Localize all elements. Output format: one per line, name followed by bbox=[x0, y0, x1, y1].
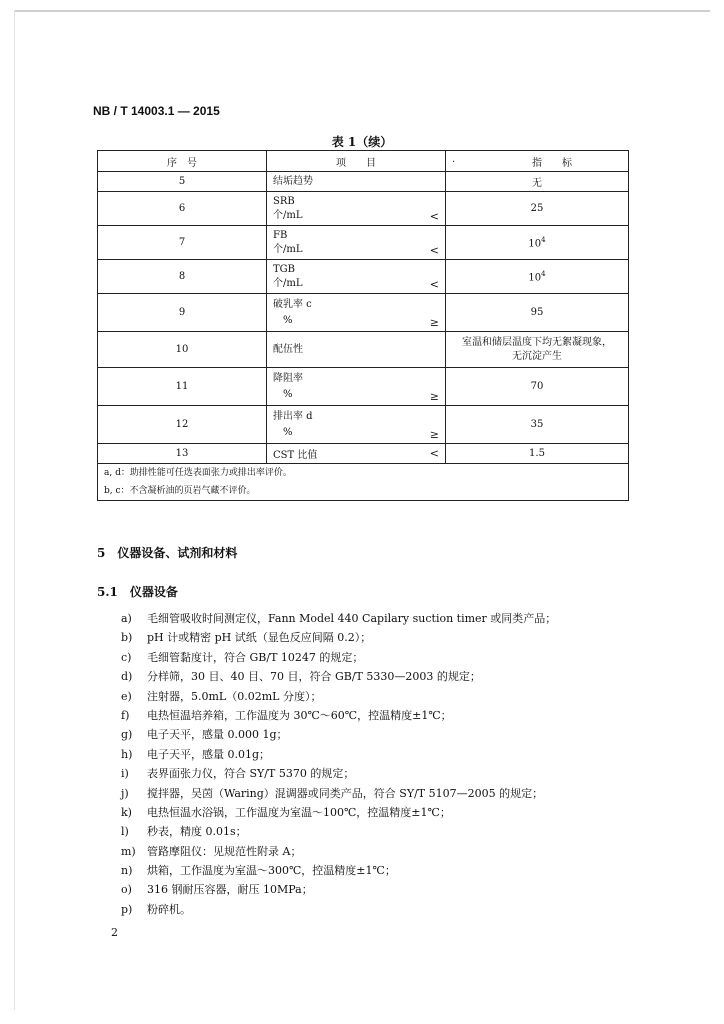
row-item bbox=[267, 368, 446, 406]
row-item-line: 个/mL bbox=[273, 209, 303, 221]
row-no: 11 bbox=[98, 368, 267, 406]
row-value-exponent: 4 bbox=[541, 235, 546, 244]
table-header-row bbox=[98, 151, 629, 172]
list-marker: d) bbox=[121, 670, 133, 684]
row-item-line: 配伍性 bbox=[273, 343, 303, 355]
table-notes bbox=[98, 464, 629, 501]
row-item bbox=[267, 294, 446, 332]
list-marker: c) bbox=[121, 650, 132, 664]
row-value: 1.5 bbox=[446, 444, 629, 464]
list-item-text: 电热恒温培养箱，工作温度为 30℃～60℃，控温精度±1℃； bbox=[147, 708, 452, 722]
row-no: 9 bbox=[98, 294, 267, 332]
table-notes-row bbox=[98, 464, 629, 501]
row-no: 7 bbox=[98, 226, 267, 260]
list-item bbox=[121, 609, 556, 628]
list-marker: f) bbox=[121, 708, 130, 722]
row-item bbox=[267, 192, 446, 226]
table-row bbox=[98, 332, 629, 368]
row-relation: < bbox=[429, 243, 439, 257]
row-value bbox=[446, 226, 629, 260]
section-5-1-heading: 5.1 仪器设备 bbox=[97, 585, 178, 599]
list-item bbox=[121, 803, 556, 822]
row-no: 6 bbox=[98, 192, 267, 226]
list-item-text: 烘箱，工作温度为室温～300℃，控温精度±1℃； bbox=[147, 864, 396, 878]
row-value bbox=[446, 332, 629, 368]
table-row bbox=[98, 406, 629, 444]
row-value bbox=[446, 260, 629, 294]
row-value-base: 10 bbox=[528, 238, 542, 250]
list-marker: e) bbox=[121, 689, 132, 703]
list-item bbox=[121, 725, 556, 744]
row-item bbox=[267, 332, 446, 368]
section-5-heading: 5 仪器设备、试剂和材料 bbox=[97, 546, 238, 560]
row-value: 95 bbox=[446, 294, 629, 332]
row-item-line: 降阻率 bbox=[273, 372, 303, 384]
table-note: a, d：助排性能可任选表面张力或排出率评价。 bbox=[104, 468, 292, 478]
row-relation: < bbox=[429, 277, 439, 291]
list-item-text: pH 计或精密 pH 试纸（显色反应间隔 0.2）； bbox=[147, 631, 372, 645]
header-value bbox=[446, 151, 629, 172]
list-item bbox=[121, 842, 556, 861]
row-item-line: TGB bbox=[273, 263, 296, 275]
list-item bbox=[121, 667, 556, 686]
spec-table bbox=[97, 150, 629, 501]
list-item bbox=[121, 648, 556, 667]
row-value: 35 bbox=[446, 406, 629, 444]
row-value-line: 室温和储层温度下均无絮凝现象， bbox=[462, 336, 612, 348]
row-value-line: 无沉淀产生 bbox=[512, 350, 562, 362]
row-no: 8 bbox=[98, 260, 267, 294]
table-row bbox=[98, 368, 629, 406]
row-item-line: 个/mL bbox=[273, 277, 303, 289]
equipment-list bbox=[121, 609, 556, 919]
list-marker: k) bbox=[121, 805, 132, 819]
list-item bbox=[121, 687, 556, 706]
row-item-line: % bbox=[283, 426, 293, 438]
table-row bbox=[98, 226, 629, 260]
header-item bbox=[267, 151, 446, 172]
row-relation: ≥ bbox=[429, 315, 439, 329]
list-item-text: 秒表，精度 0.01s； bbox=[147, 825, 247, 839]
row-item-line: 破乳率 c bbox=[273, 298, 312, 310]
row-value-base: 10 bbox=[528, 272, 542, 284]
header-item-label: 项 目 bbox=[336, 157, 376, 169]
list-marker: g) bbox=[121, 728, 133, 742]
list-item-text: 分样筛，30 目、40 目、70 目，符合 GB/T 5330—2003 的规定； bbox=[147, 670, 481, 684]
list-item bbox=[121, 745, 556, 764]
row-item-line: 个/mL bbox=[273, 243, 303, 255]
row-relation: < bbox=[429, 447, 439, 460]
header-no: 序 号 bbox=[98, 151, 267, 172]
list-marker: h) bbox=[121, 747, 133, 761]
row-value: 无 bbox=[446, 172, 629, 192]
row-relation: ≥ bbox=[429, 427, 439, 441]
row-item-line: CST 比值 bbox=[273, 450, 318, 461]
list-item bbox=[121, 764, 556, 783]
list-marker: p) bbox=[121, 902, 133, 916]
row-value-exponent: 4 bbox=[541, 269, 546, 278]
row-item-line: % bbox=[283, 314, 293, 326]
list-item-text: 注射器，5.0mL（0.02mL 分度）； bbox=[147, 689, 322, 703]
list-item-text: 316 钢耐压容器，耐压 10MPa； bbox=[147, 883, 313, 897]
list-item bbox=[121, 900, 556, 919]
page-number: 2 bbox=[111, 926, 118, 939]
row-no: 12 bbox=[98, 406, 267, 444]
row-value: 25 bbox=[446, 192, 629, 226]
document-code: NB / T 14003.1 — 2015 bbox=[93, 104, 220, 118]
row-item-line: 排出率 d bbox=[273, 410, 313, 422]
row-item bbox=[267, 444, 446, 464]
list-item bbox=[121, 628, 556, 647]
list-item-text: 粉碎机。 bbox=[147, 902, 191, 916]
list-item-text: 表界面张力仪，符合 SY/T 5370 的规定； bbox=[147, 767, 355, 781]
scan-edge-top bbox=[14, 10, 710, 12]
list-marker: m) bbox=[121, 844, 136, 858]
list-item bbox=[121, 784, 556, 803]
list-marker: a) bbox=[121, 612, 132, 625]
row-item-line: % bbox=[283, 388, 293, 400]
list-item-text: 管路摩阻仪：见规范性附录 A； bbox=[147, 844, 302, 858]
list-item bbox=[121, 861, 556, 880]
row-relation: < bbox=[429, 209, 439, 223]
list-marker: i) bbox=[121, 767, 129, 781]
table-caption: 表 1（续） bbox=[331, 135, 393, 149]
list-item-text: 搅拌器，吴茵（Waring）混调器或同类产品，符合 SY/T 5107—2005 的规定； bbox=[147, 786, 544, 800]
row-item-line: FB bbox=[273, 229, 288, 241]
list-marker: o) bbox=[121, 883, 132, 897]
list-item-text: 电子天平，感量 0.000 1g； bbox=[147, 728, 288, 742]
table-row bbox=[98, 294, 629, 332]
list-item bbox=[121, 822, 556, 841]
table-row bbox=[98, 192, 629, 226]
list-item-text: 电热恒温水浴锅，工作温度为室温～100℃，控温精度±1℃； bbox=[147, 805, 451, 819]
table-note: b, c：不含凝析油的页岩气藏不评价。 bbox=[104, 486, 256, 496]
row-item bbox=[267, 260, 446, 294]
table-row bbox=[98, 172, 629, 192]
list-marker: b) bbox=[121, 631, 133, 645]
row-value: 70 bbox=[446, 368, 629, 406]
row-item bbox=[267, 172, 446, 192]
row-item bbox=[267, 406, 446, 444]
list-item-text: 毛细管黏度计，符合 GB/T 10247 的规定； bbox=[147, 650, 364, 664]
list-marker: j) bbox=[121, 786, 129, 800]
list-marker: n) bbox=[121, 864, 133, 878]
scan-edge-left bbox=[14, 10, 15, 1010]
list-item-text: 电子天平，感量 0.01g； bbox=[147, 747, 271, 761]
row-no: 10 bbox=[98, 332, 267, 368]
row-item-line: 结垢趋势 bbox=[273, 175, 313, 187]
list-marker: l) bbox=[121, 825, 129, 839]
row-no: 13 bbox=[98, 444, 267, 464]
header-value-label: 指 标 bbox=[532, 157, 572, 169]
header-dot: . bbox=[452, 153, 456, 165]
row-relation: ≥ bbox=[429, 389, 439, 403]
list-item bbox=[121, 880, 556, 899]
list-item-text: 毛细管吸收时间测定仪，Fann Model 440 Capilary suction timer 或同类产品； bbox=[147, 612, 557, 625]
table-row bbox=[98, 260, 629, 294]
list-item bbox=[121, 706, 556, 725]
table-row bbox=[98, 444, 629, 464]
row-item bbox=[267, 226, 446, 260]
row-item-line: SRB bbox=[273, 195, 295, 207]
row-no: 5 bbox=[98, 172, 267, 192]
